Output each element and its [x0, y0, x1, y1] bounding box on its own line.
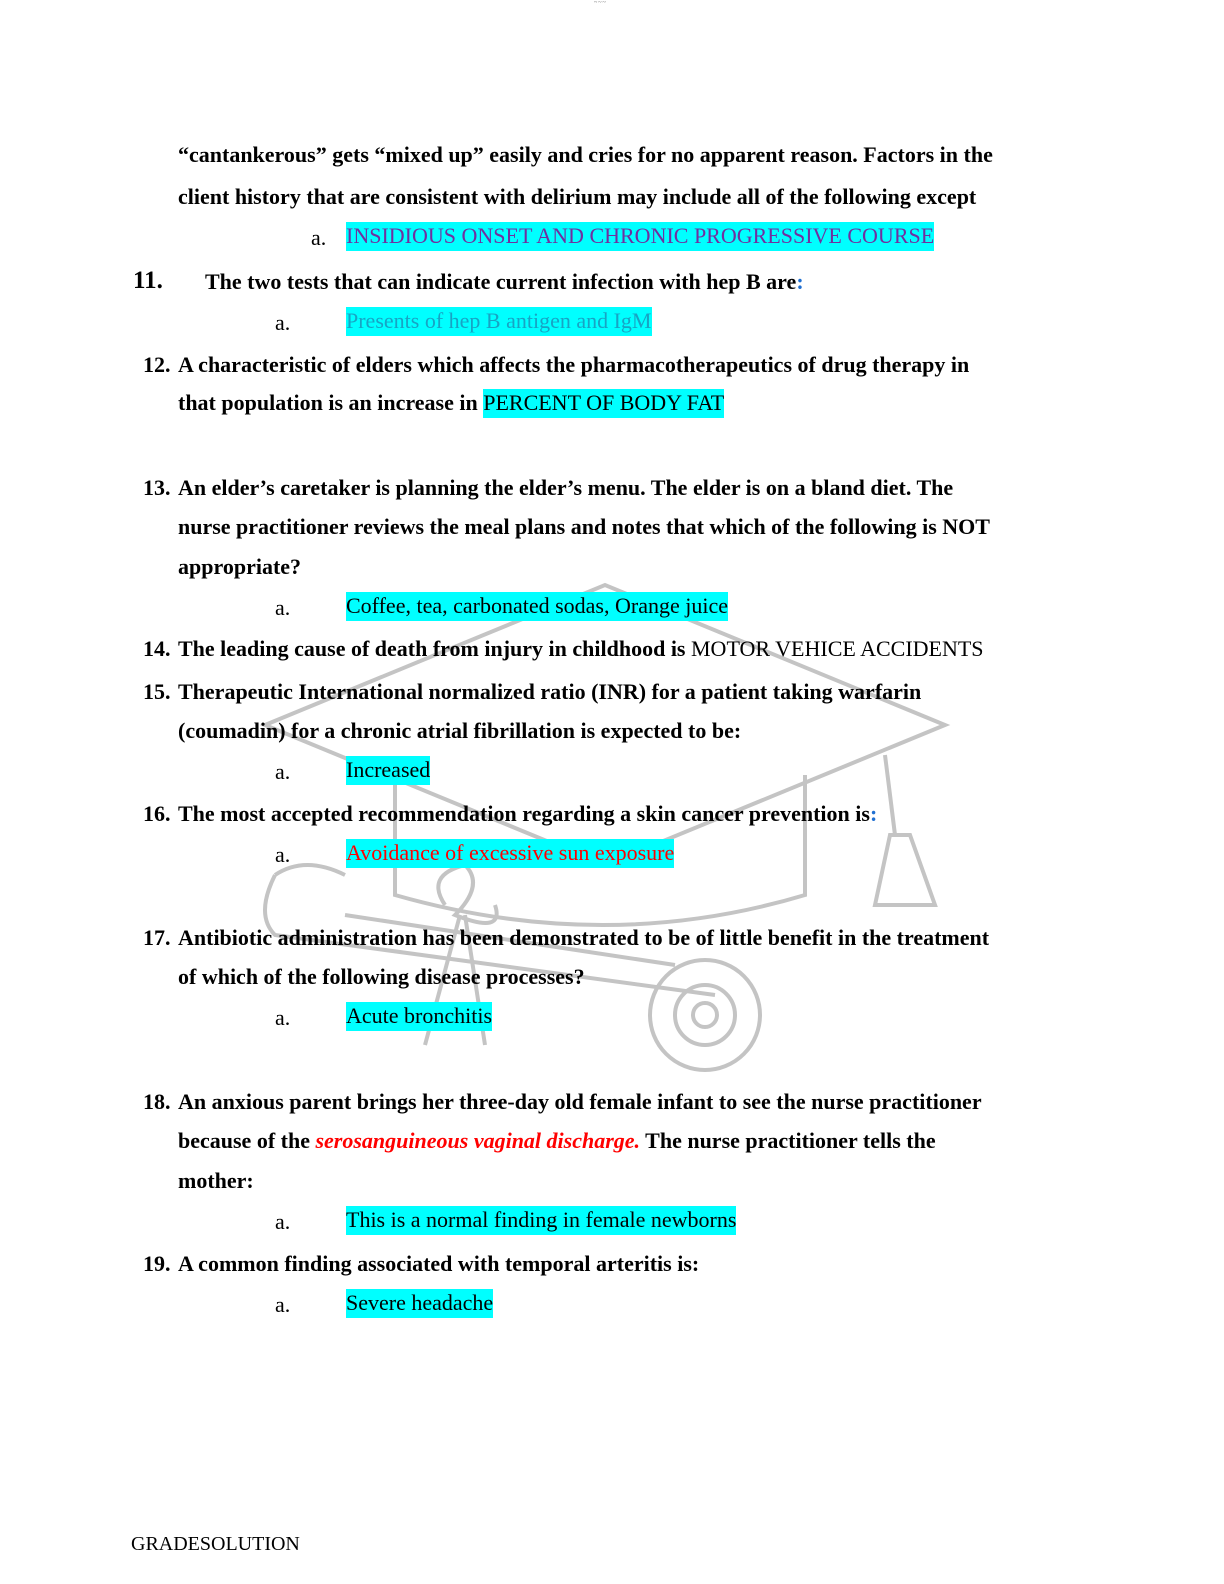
answer-highlight: Increased — [346, 756, 430, 785]
answer-highlight: Severe headache — [346, 1289, 493, 1318]
question-11-colon: : — [796, 269, 804, 294]
answer-highlight: Avoidance of excessive sun exposure — [346, 839, 674, 868]
question-16-text — [178, 803, 877, 825]
question-10-line-2: client history that are consistent with delirium may include all of the following except — [178, 184, 977, 209]
question-17-line-2: of which of the following disease processes? — [178, 964, 585, 989]
question-18-pre: because of the — [178, 1128, 310, 1153]
question-16-body: The most accepted recommendation regarding a skin cancer prevention is — [178, 801, 870, 826]
question-17-line-1: Antibiotic administration has been demonstrated to be of little benefit in the treatment — [178, 925, 990, 950]
answer-highlight: This is a normal finding in female newborns — [346, 1206, 736, 1235]
question-11-text — [205, 271, 804, 293]
question-number: 11. — [133, 267, 163, 294]
answer-label: a. — [275, 759, 291, 784]
question-12-body: that population is an increase in — [178, 390, 478, 415]
question-18-line-2 — [178, 1130, 936, 1152]
question-18-emphasis: serosanguineous vaginal discharge. — [315, 1128, 641, 1153]
question-16-colon: : — [869, 801, 878, 826]
question-number: 12. — [143, 352, 171, 377]
question-number: 15. — [143, 679, 171, 704]
question-18-line-3: mother: — [178, 1168, 254, 1193]
question-number: 17. — [143, 925, 171, 950]
question-14-text — [178, 638, 984, 660]
question-13-line-3: appropriate? — [178, 554, 302, 579]
header-mark: ~~~ — [594, 0, 607, 6]
question-12-line-2 — [178, 392, 724, 414]
question-15-line-1: Therapeutic International normalized ratio (INR) for a patient taking warfarin — [178, 679, 922, 704]
question-14-answer: MOTOR VEHICE ACCIDENTS — [691, 636, 984, 661]
footer-brand: GRADESOLUTION — [131, 1533, 300, 1555]
answer-highlight: Presents of hep B antigen and IgM — [346, 307, 652, 336]
question-15-line-2: (coumadin) for a chronic atrial fibrillation is expected to be: — [178, 718, 742, 743]
answer-highlight: Acute bronchitis — [346, 1002, 492, 1031]
question-12-line-1: A characteristic of elders which affects the pharmacotherapeutics of drug therapy in — [178, 352, 970, 377]
answer-highlight: Coffee, tea, carbonated sodas, Orange juice — [346, 592, 728, 621]
answer-label: a. — [275, 595, 291, 620]
question-number: 16. — [143, 801, 171, 826]
question-18-line-1: An anxious parent brings her three-day old female infant to see the nurse practitioner — [178, 1089, 982, 1114]
answer-label: a. — [275, 842, 291, 867]
answer-label: a. — [275, 1292, 291, 1317]
question-number: 13. — [143, 475, 171, 500]
question-number: 19. — [143, 1251, 171, 1276]
question-10-line-1: “cantankerous” gets “mixed up” easily and cries for no apparent reason. Factors in the — [178, 142, 993, 167]
question-19-text: A common finding associated with temporal arteritis is: — [178, 1251, 700, 1276]
answer-label: a. — [311, 225, 327, 250]
question-11-body: The two tests that can indicate current infection with hep B are — [205, 269, 797, 294]
question-13-line-1: An elder’s caretaker is planning the elder’s menu. The elder is on a bland diet. The — [178, 475, 954, 500]
question-14-body: The leading cause of death from injury in childhood is — [178, 636, 686, 661]
answer-label: a. — [275, 1005, 291, 1030]
answer-label: a. — [275, 310, 291, 335]
question-18-post: The nurse practitioner tells the — [645, 1128, 936, 1153]
answer-highlight: INSIDIOUS ONSET AND CHRONIC PROGRESSIVE COURSE — [346, 222, 934, 251]
answer-label: a. — [275, 1209, 291, 1234]
question-13-line-2: nurse practitioner reviews the meal plans and notes that which of the following is NOT — [178, 514, 990, 539]
question-number: 18. — [143, 1089, 171, 1114]
question-number: 14. — [143, 636, 171, 661]
answer-highlight: PERCENT OF BODY FAT — [483, 389, 724, 418]
